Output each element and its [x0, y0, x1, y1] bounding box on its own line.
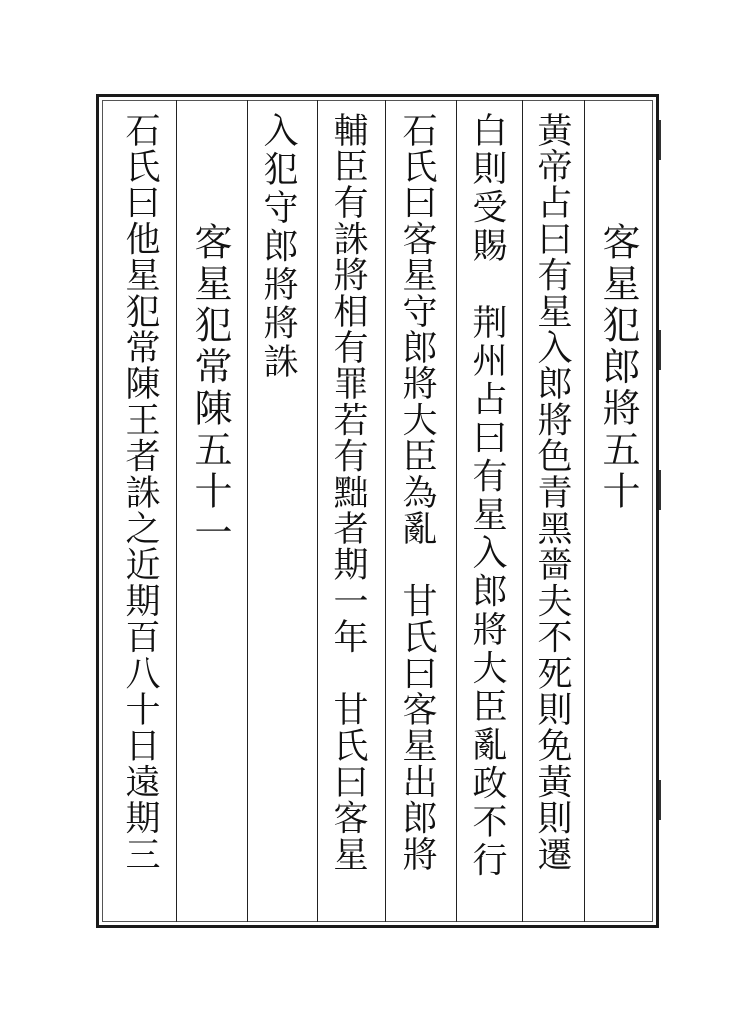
text-column-4: 石氏曰客星守郎將大臣為亂 甘氏曰客星出郎將 — [397, 112, 437, 873]
text-column-5: 輔臣有誅將相有罪若有黜者期一年 甘氏曰客星 — [328, 112, 368, 873]
text-column-2: 黃帝占曰有星入郎將色青黑嗇夫不死則免黃則遷 — [532, 112, 572, 873]
text-column-8: 石氏曰他星犯常陳王者誅之近期百八十日遠期三 — [120, 112, 160, 873]
page-edge-mark — [659, 470, 671, 510]
column-rule — [385, 100, 386, 922]
page-border — [96, 94, 659, 928]
text-column-6: 入犯守郎將將誅 — [258, 112, 298, 382]
section-heading-guest-star-chang-chen: 客星犯常陳五十一 — [188, 222, 232, 554]
column-rule — [456, 100, 457, 922]
column-rule — [247, 100, 248, 922]
page-edge-mark — [659, 120, 671, 160]
column-rule — [176, 100, 177, 922]
text-column-3: 白則受賜 荆州占曰有星入郎將大臣亂政不行 — [467, 112, 507, 880]
page-edge-mark — [659, 780, 671, 820]
section-heading-guest-star-lang-jiang: 客星犯郎將五十 — [596, 222, 640, 513]
column-rule — [522, 100, 523, 922]
column-rule — [584, 100, 585, 922]
page-edge-mark — [659, 330, 671, 370]
column-rule — [317, 100, 318, 922]
